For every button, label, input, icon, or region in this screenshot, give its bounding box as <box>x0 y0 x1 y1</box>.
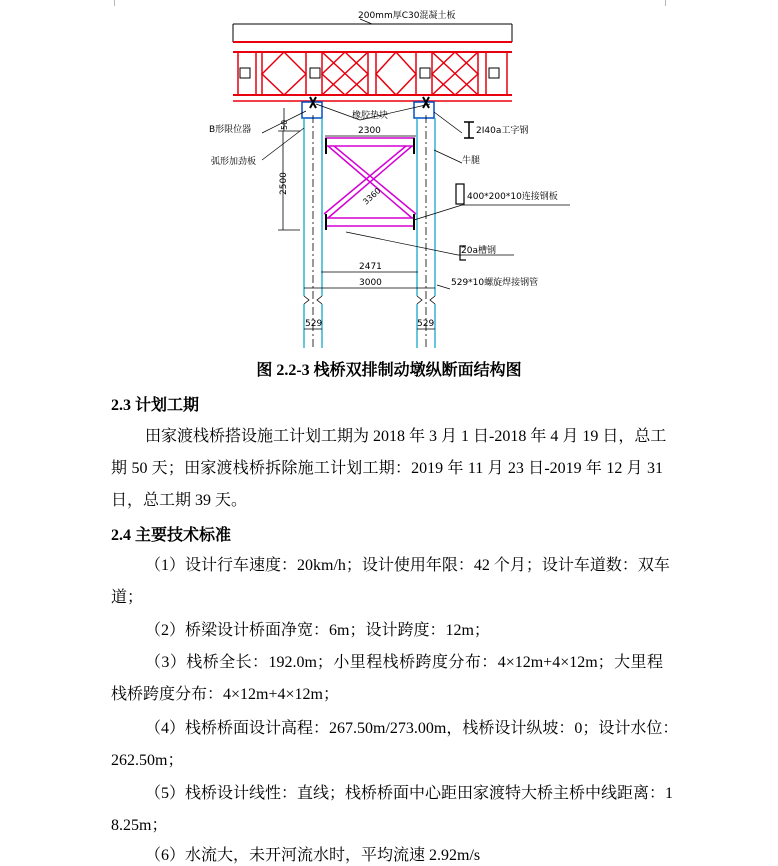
label-pipe: 529*10螺旋焊接钢管 <box>451 278 539 288</box>
paragraph-line: 日，总工期 39 天。 <box>111 492 248 509</box>
list-item-line-cut: （6）水流大，未开河流水时，平均流速 2.92m/s <box>145 847 481 864</box>
plate-icon <box>456 184 464 204</box>
truss-diagonals <box>262 52 478 95</box>
label-arc-plate: 弧形加劲板 <box>211 157 257 167</box>
list-item-line: 262.50m； <box>111 752 184 769</box>
list-item-line: （2）桥梁设计桥面净宽：6m；设计跨度：12m； <box>145 622 490 639</box>
label-channel: 20a槽钢 <box>461 246 496 256</box>
dim-2300: 2300 <box>358 126 381 136</box>
steel-piles <box>304 118 435 348</box>
paragraph-line: 田家渡栈桥搭设施工计划工期为 2018 年 3 月 1 日-2018 年 4 月 19 日，总工 <box>145 428 667 445</box>
dim-529-left: 529 <box>305 319 323 329</box>
dim-529-right: 529 <box>417 319 435 329</box>
dim-3000: 3000 <box>359 278 382 288</box>
label-slab: 200mm厚C30混凝土板 <box>358 11 456 21</box>
label-bracket: 牛腿 <box>462 156 481 166</box>
paragraph-line: 期 50 天；田家渡栈桥拆除施工计划工期：2019 年 11 月 23 日-2019 年 12 月 31 <box>111 460 663 477</box>
structure-drawing <box>0 0 778 352</box>
list-item-line: （5）栈桥设计线性：直线；栈桥桥面中心距田家渡特大桥主桥中线距离：1 <box>145 785 674 802</box>
dim-2500: 2500 <box>279 172 289 195</box>
list-item-line: （4）栈桥桥面设计高程：267.50m/273.00m，栈桥设计纵坡：0；设计水位： <box>145 720 679 737</box>
figure-caption: 图 2.2-3 栈桥双排制动墩纵断面结构图 <box>256 362 522 379</box>
label-rubber-pad: 橡胶垫块 <box>352 111 389 121</box>
list-item-line: 道； <box>111 589 144 606</box>
dim-diagonal: 3360 <box>361 186 383 207</box>
section-heading-2-4: 2.4 主要技术标准 <box>111 527 232 544</box>
label-b-limiter: B形限位器 <box>209 125 252 135</box>
label-i-beam: 2I40a工字钢 <box>476 126 529 136</box>
list-item-line: （1）设计行车速度：20km/h；设计使用年限：42 个月；设计车道数：双车 <box>145 557 670 574</box>
section-heading-2-3: 2.3 计划工期 <box>111 397 200 414</box>
label-conn-plate: 400*200*10连接钢板 <box>467 192 558 202</box>
list-item-line: 栈桥跨度分布：4×12m+4×12m； <box>111 686 339 703</box>
list-item-line: （3）栈桥全长：192.0m；小里程栈桥跨度分布：4×12m+4×12m；大里程 <box>145 654 663 671</box>
i-beam-icon <box>464 122 474 138</box>
dim-50: 50 <box>280 119 289 130</box>
dim-2471: 2471 <box>359 262 382 272</box>
list-item-line: 8.25m； <box>111 817 168 834</box>
cross-bracing <box>324 138 416 226</box>
